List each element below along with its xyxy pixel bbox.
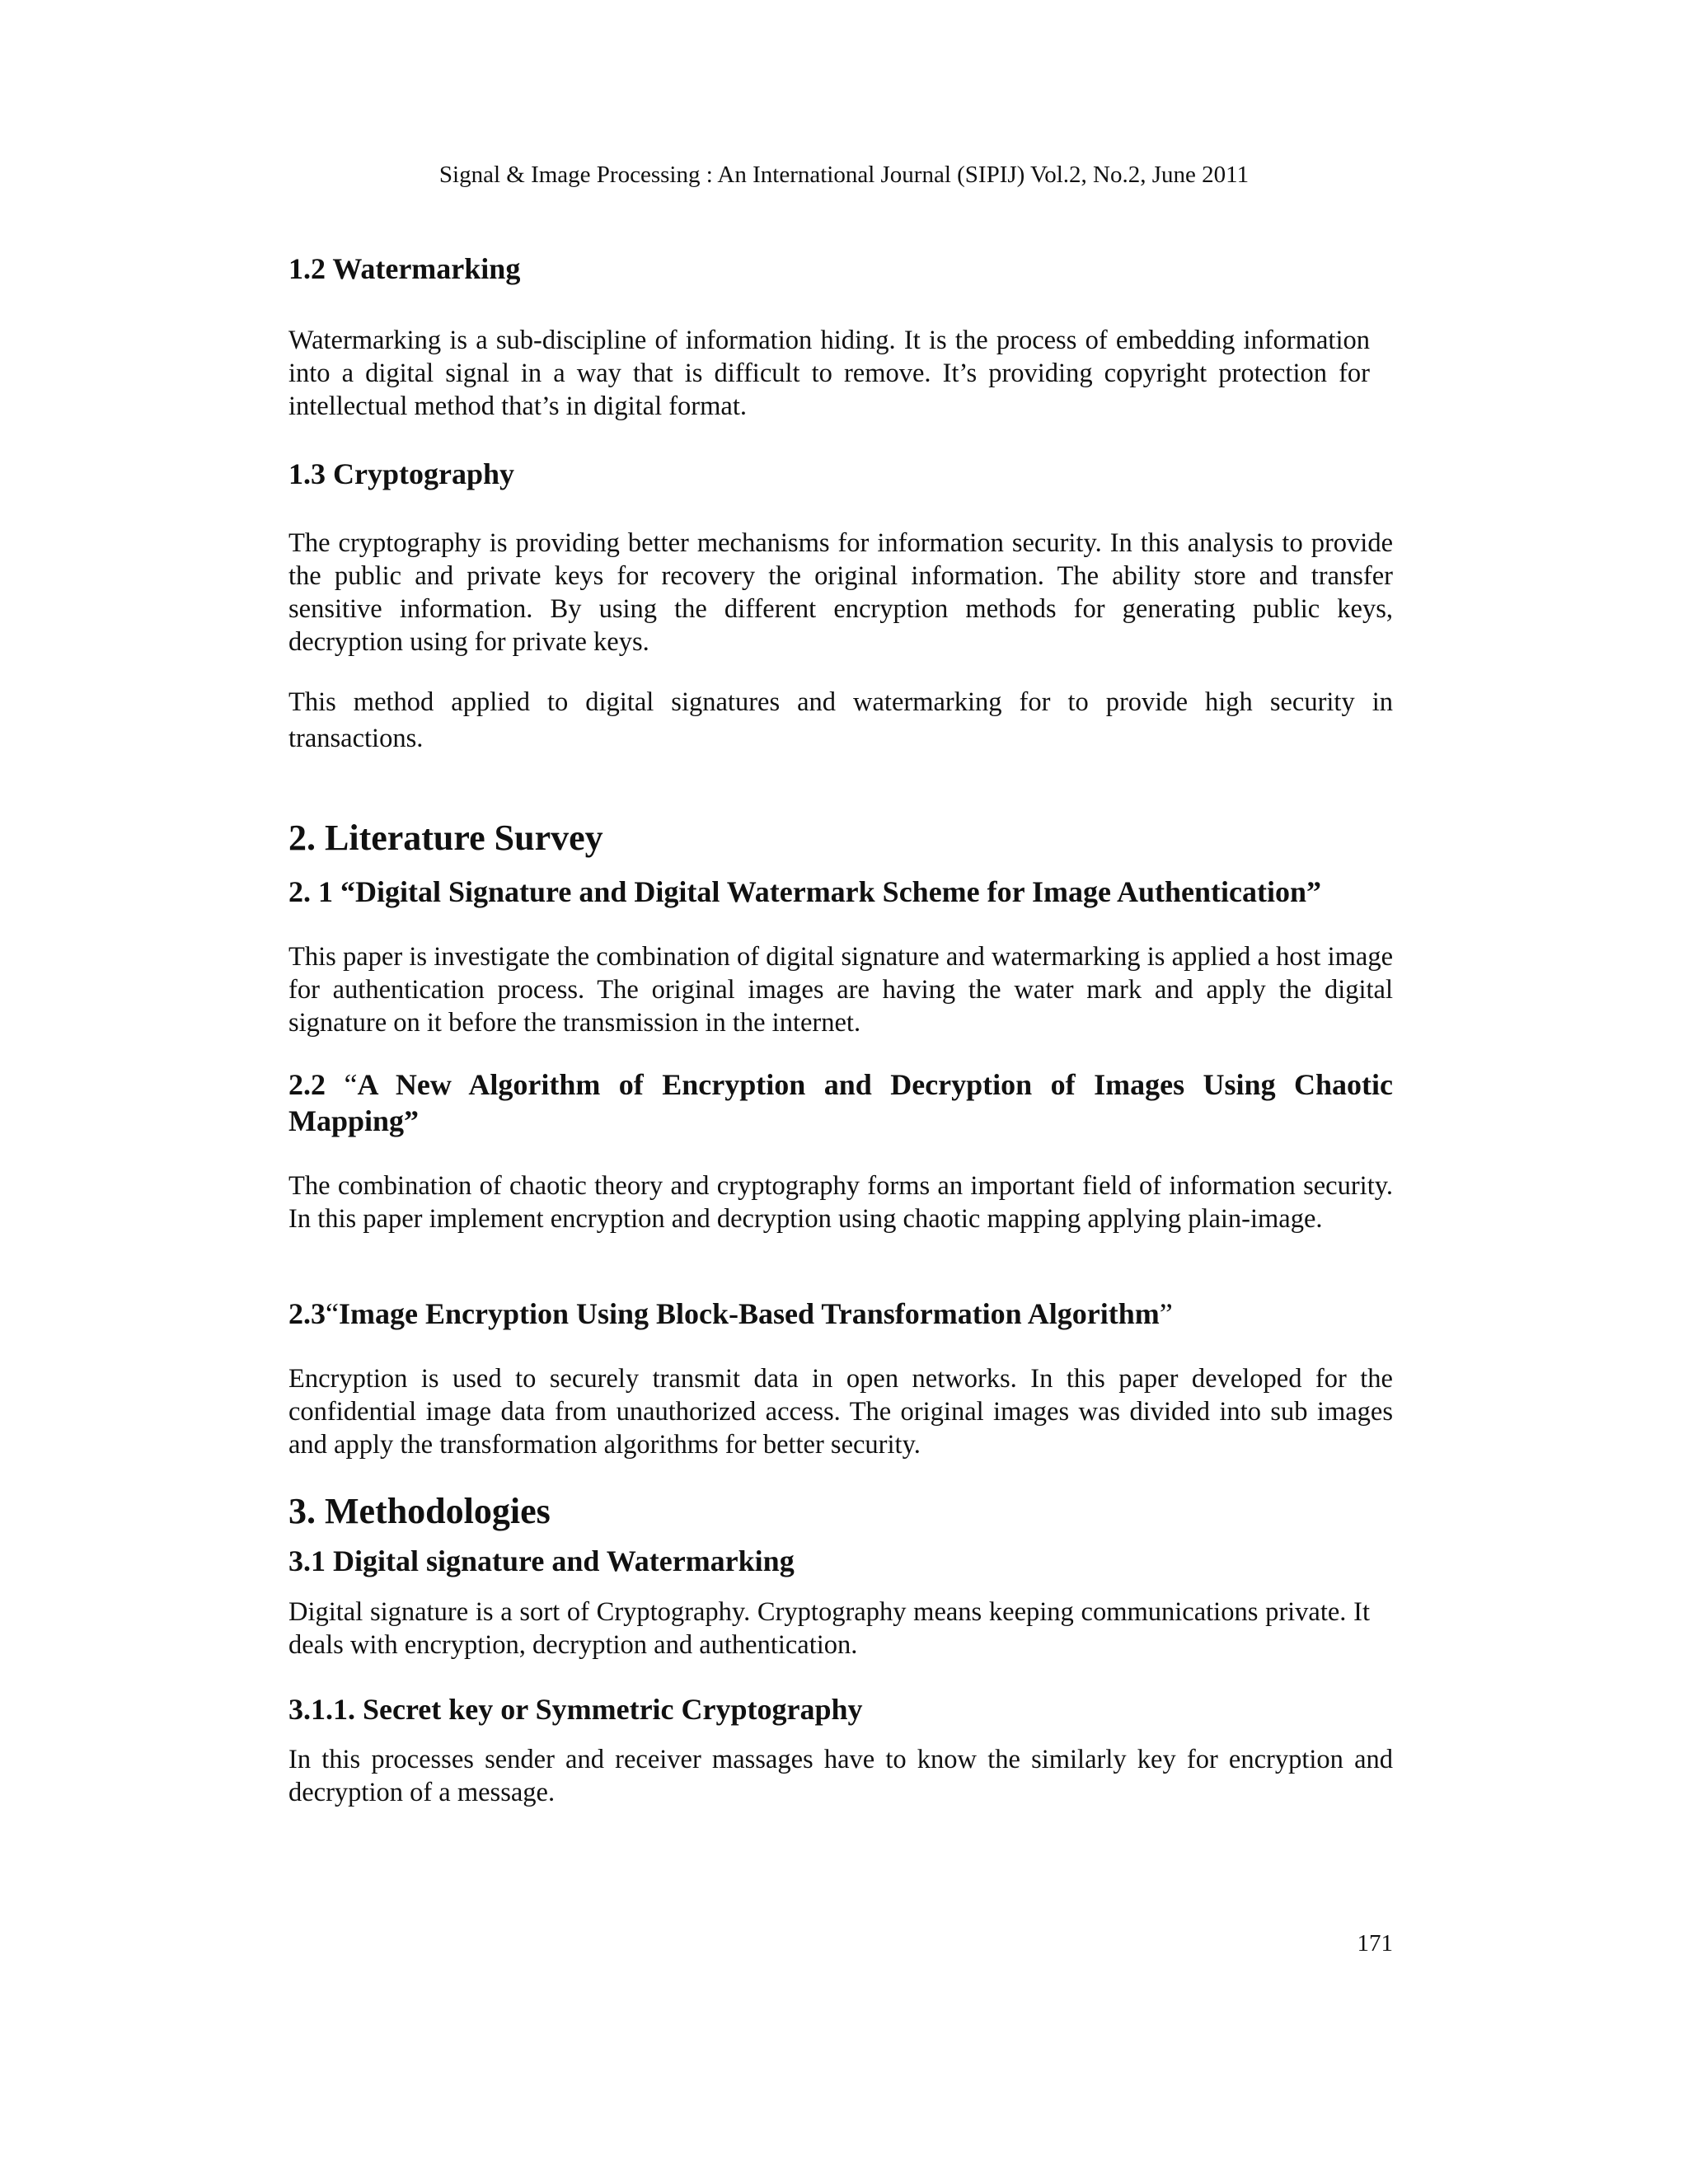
paragraph-2-1: This paper is investigate the combination of digital signature and watermarking is applied a host image for authentication process. The original images are having the water mark and apply the digital signature on it before the transmission in the internet. (288, 942, 1393, 1038)
paragraph-cryptography-2: This method applied to digital signatures and watermarking for to provide high security in transactions. (288, 687, 1393, 753)
paragraph-2-3: Encryption is used to securely transmit data in open networks. In this paper developed for the confidential image data from unauthorized access. The original images was divided into sub images and apply the transformation algorithms for better security. (288, 1364, 1393, 1460)
section-number-2-2: 2.2 (288, 1068, 326, 1101)
page-number: 171 (1357, 1930, 1393, 1957)
paragraph-cryptography-1: The cryptography is providing better mechanisms for information security. In this analysis to provide the public and private keys for recovery the original information. The ability store and transfer sensitive information. By using the different encryption methods for generating public keys, decryption using for private keys. (288, 528, 1393, 657)
paragraph-watermarking: Watermarking is a sub-discipline of information hiding. It is the process of embedding information into a digital signal in a way that is difficult to remove. It’s providing copyright protection for intellectual method that’s in digital format. (288, 326, 1370, 421)
section-heading-2-2 (288, 1066, 1393, 1139)
section-heading-2-1: 2. 1 “Digital Signature and Digital Watermark Scheme for Image Authentication” (288, 875, 1321, 908)
paragraph-3-1: Digital signature is a sort of Cryptography. Cryptography means keeping communications private. It deals with encryption, decryption and authentication. (288, 1597, 1370, 1660)
section-heading-3-1: 3.1 Digital signature and Watermarking (288, 1544, 795, 1577)
section-title-2-2: A New Algorithm of Encryption and Decryption of Images Using Chaotic Mapping” (288, 1068, 1394, 1137)
section-heading-3-1-1: 3.1.1. Secret key or Symmetric Cryptography (288, 1693, 863, 1726)
section-heading-1-3: 1.3 Cryptography (288, 457, 515, 490)
running-header: Signal & Image Processing : An International Journal (SIPIJ) Vol.2, No.2, June 2011 (438, 162, 1250, 188)
section-heading-2-3 (288, 1296, 1393, 1332)
paragraph-2-2: The combination of chaotic theory and cryptography forms an important field of information security. In this paper implement encryption and decryption using chaotic mapping applying plain-image. (288, 1171, 1393, 1234)
section-number-2-3: 2.3 (288, 1297, 326, 1330)
paragraph-3-1-1: In this processes sender and receiver massages have to know the similarly key for encryption and decryption of a message. (288, 1745, 1393, 1807)
section-heading-3: 3. Methodologies (288, 1491, 551, 1531)
section-heading-1-2: 1.2 Watermarking (288, 252, 521, 285)
section-title-2-3: Image Encryption Using Block-Based Transformation Algorithm (338, 1297, 1160, 1330)
open-quote: “ (344, 1068, 358, 1101)
close-quote: ” (1159, 1297, 1173, 1330)
section-heading-2: 2. Literature Survey (288, 818, 603, 858)
open-quote: “ (326, 1297, 339, 1330)
